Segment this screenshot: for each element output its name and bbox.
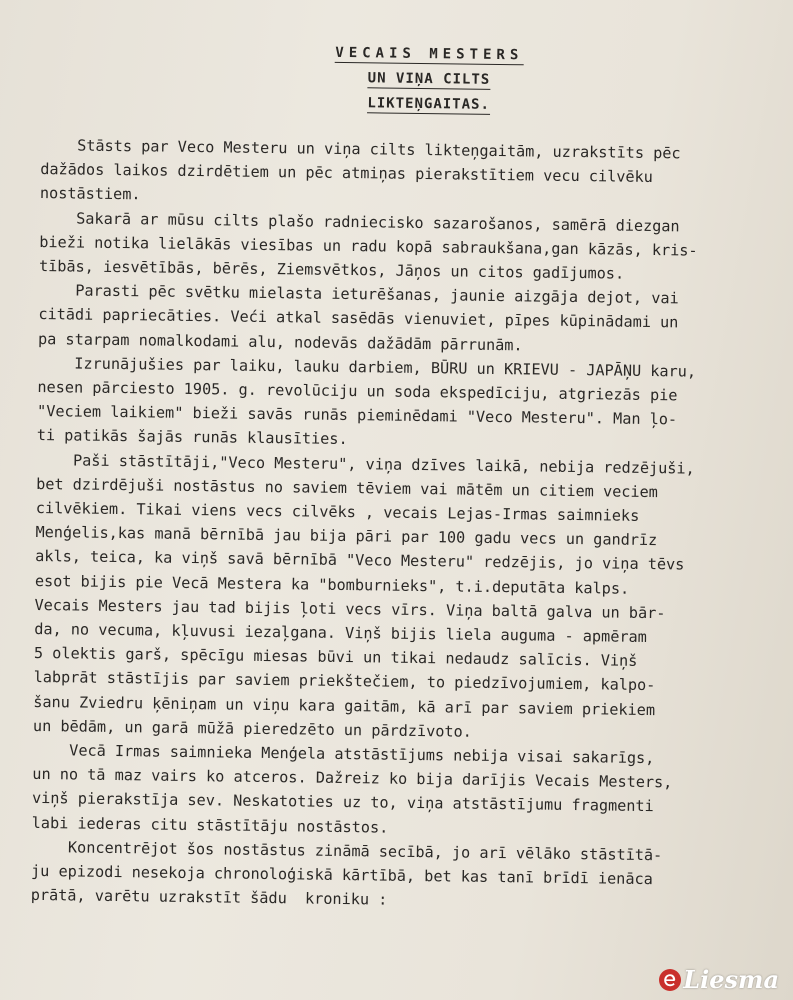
text-line: labprāt stāstījis par saviem priekštečiem, to piedzīvojumiem, kalpo- bbox=[33, 668, 656, 695]
text-line: ti patikās šajās runās klausīties. bbox=[36, 426, 348, 449]
text-line: akls, teica, ka viņš savā bērnībā "Veco Mesteru" redzējis, jo viņa tēvs bbox=[35, 547, 685, 574]
liesma-watermark bbox=[659, 965, 779, 994]
text-line: un no tā maz vairs ko atceros. Dažreiz ko bija darījis Vecais Mesters, bbox=[32, 765, 673, 792]
text-line: citādi papriecāties. Veći atkal sasēdās vienuviet, pīpes kūpinādami un bbox=[38, 305, 679, 332]
text-line: Koncentrējot šos nostāstus zināmā secībā, jo arī vēlāko stāstītā- bbox=[31, 837, 663, 865]
watermark-text: Liesma bbox=[683, 965, 779, 994]
text-line: esot bijis pie Vecā Mestera ka "bomburnieks", t.i.deputāta kalps. bbox=[34, 571, 630, 598]
text-line: viņš pierakstīja sev. Neskatoties uz to, viņa atstāstījumu fragmenti bbox=[31, 789, 654, 816]
text-line: Stāsts par Veco Mesteru un viņa cilts likteņgaitām, uzrakstīts pēc bbox=[40, 135, 681, 163]
text-line: labi iederas citu stāstītāju nostāstos. bbox=[31, 813, 389, 837]
text-line: nesen pārciesto 1905. g. revolūciju un soda ekspedīciju, atgriezās pie bbox=[37, 378, 678, 405]
text-line: dažādos laikos dzirdētiem un pēc atmiņas pierakstītiem vecu cilvēku bbox=[40, 160, 653, 187]
text-line: pa starpam nomalkodami alu, nodevās dažādām pārrunām. bbox=[37, 329, 523, 354]
document-title bbox=[41, 38, 777, 123]
text-line: nostāstiem. bbox=[39, 184, 141, 204]
liesma-e-logo-icon bbox=[659, 969, 681, 991]
text-line: bet dzirdējuši nostāstus no saviem tēviem vai mātēm un citiem veciem bbox=[36, 474, 659, 501]
text-line: 5 olektis garš, spēcīgu miesas būvi un tikai nedaudz salīcis. Viņš bbox=[33, 644, 638, 671]
text-line: prātā, varētu uzrakstīt šādu kroniku : bbox=[30, 886, 388, 909]
paragraph bbox=[38, 278, 774, 360]
text-line: ju epizodi nesekoja chronoloģiskā kārtībā, bet kas tanī brīdī ienāca bbox=[30, 862, 653, 889]
text-line: bieži notika lielākās viesības un radu kopā sabraukšana,gan kāzās, kris- bbox=[39, 232, 698, 260]
text-line: Menģelis,kas manā bērnībā jau bija pāri par 100 gadu vecs un gandrīz bbox=[35, 523, 658, 550]
text-line: tībās, iesvētībās, bērēs, Ziemsvētkos, Jāņos un citos gadījumos. bbox=[38, 256, 625, 283]
paragraph bbox=[39, 206, 775, 288]
title-line-1: VECAIS MESTERS bbox=[335, 44, 524, 64]
paragraph bbox=[40, 133, 776, 215]
text-line: Sakarā ar mūsu cilts plašo radniecisko sazarošanos, samērā diezgan bbox=[39, 208, 680, 235]
text-line: Vecā Irmas saimnieka Menģela atstāstījums nebija visai sakarīgs, bbox=[32, 741, 655, 768]
text-line: Paši stāstītāji,"Veco Mesteru", viņa dzīves laikā, nebija redzējuši, bbox=[36, 450, 695, 478]
text-line: cilvēkiem. Tikai viens vecs cilvēks , vecais Lejas-Irmas saimnieks bbox=[35, 499, 640, 525]
text-line: Izrunājušies par laiku, lauku darbiem, BŪRU un KRIEVU - JAPĀŅU karu, bbox=[37, 353, 697, 381]
document-body bbox=[31, 133, 776, 917]
paragraph bbox=[31, 835, 767, 917]
text-line: da, no vecuma, kļuvusi iezaļgana. Viņš bijis liela auguma - apmēram bbox=[34, 620, 647, 647]
typed-document bbox=[31, 38, 777, 917]
text-line: Parasti pēc svētku mielasta ieturēšanas, jaunie aizgāja dejot, vai bbox=[38, 281, 679, 308]
paragraph bbox=[37, 351, 773, 457]
title-line-2: UN VIŅA CILTS bbox=[367, 70, 491, 88]
text-line: "Veciem laikiem" bieži savās runās pieminēdami "Veco Mesteru". Man ļo- bbox=[36, 402, 678, 429]
paragraph bbox=[33, 448, 772, 748]
text-line: un bēdām, un garā mūžā pieredzēto un pārdzīvoto. bbox=[32, 716, 472, 741]
title-line-3: LIKTEŅGAITAS. bbox=[367, 95, 491, 113]
text-line: Vecais Mesters jau tad bijis ļoti vecs vīrs. Viņa baltā galva un bār- bbox=[34, 595, 666, 623]
paragraph bbox=[32, 738, 768, 844]
text-line: šanu Zviedru ķēniņam un viņu kara gaitām, kā arī par saviem priekiem bbox=[33, 692, 656, 719]
